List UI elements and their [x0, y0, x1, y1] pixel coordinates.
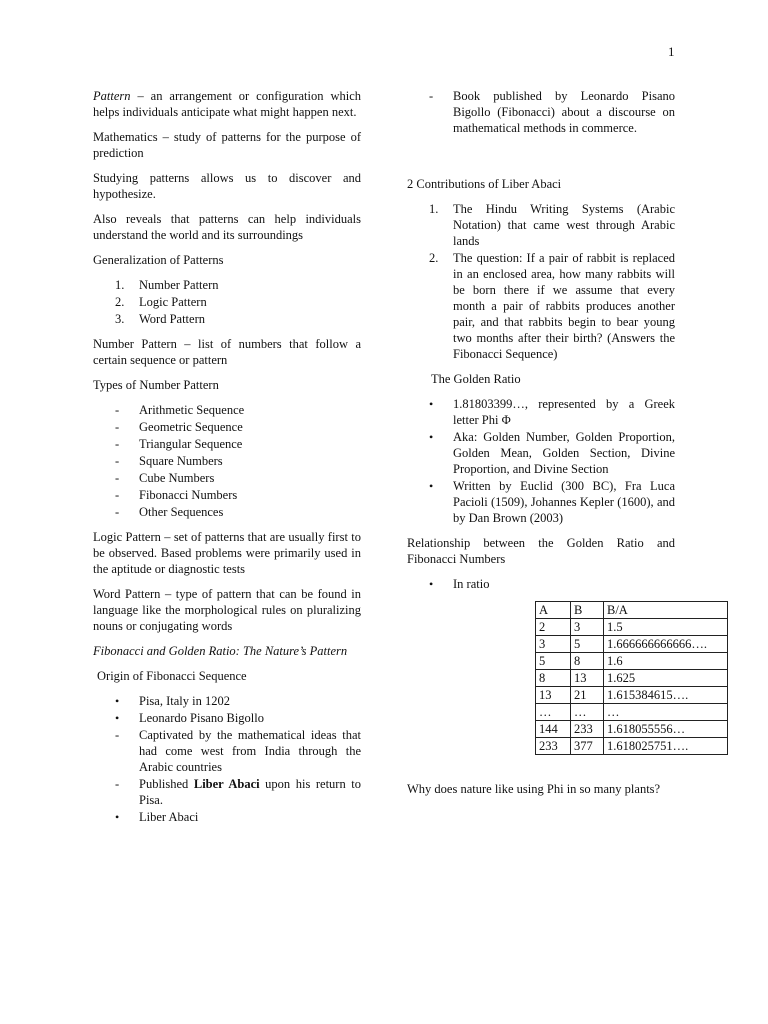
list-item: 1. Number Pattern: [115, 278, 219, 292]
ratio-table: [535, 601, 728, 755]
ratio-list: [407, 576, 675, 592]
list-item: - Book published by Leonardo Pisano Bigollo (Fibonacci) about a discourse on mathematical methods in commerce.: [429, 89, 675, 135]
liber-abaci-bold: Liber Abaci: [193, 777, 260, 791]
list-item: - Captivated by the mathematical ideas that had come west from India through the Arabic countries: [115, 728, 361, 774]
number-pattern-definition: Number Pattern – list of numbers that follow a certain sequence or pattern: [93, 337, 361, 367]
table-header-row: A B B/A: [536, 602, 728, 619]
mathematics-definition: Mathematics – study of patterns for the purpose of prediction: [93, 130, 361, 160]
pattern-definition-text: – an arrangement or configuration which helps individuals anticipate what might happen next.: [93, 89, 361, 119]
list-item: • 1.81803399…, represented by a Greek letter Phi Φ: [429, 397, 675, 427]
generalization-list: [93, 277, 361, 327]
types-heading: Types of Number Pattern: [93, 378, 219, 392]
contributions-list: [407, 201, 675, 362]
left-column: [93, 88, 361, 834]
list-item: • Aka: Golden Number, Golden Proportion, Golden Mean, Golden Section, Divine Proportion, and Divine Section: [429, 430, 675, 476]
page-number: 1: [668, 44, 675, 59]
pattern-term: Pattern: [93, 89, 131, 103]
right-column: [407, 88, 707, 806]
list-item: 1. The Hindu Writing Systems (Arabic Notation) that came west through Arabic lands: [429, 202, 675, 248]
table-row: 8 13 1.625: [536, 670, 728, 687]
list-item: - Geometric Sequence: [115, 420, 243, 434]
table-row: 144 233 1.618055556…: [536, 721, 728, 738]
logic-pattern-definition: Logic Pattern – set of patterns that are usually first to be observed. Based problems were primarily used in the aptitude or diagnostic tests: [93, 530, 361, 576]
table-row: 3 5 1.666666666666….: [536, 636, 728, 653]
types-list: [93, 402, 361, 520]
golden-ratio-heading: The Golden Ratio: [431, 372, 521, 386]
table-row: 233 377 1.618025751….: [536, 738, 728, 755]
list-item: • Pisa, Italy in 1202: [115, 694, 230, 708]
studying-patterns-text: Studying patterns allows us to discover and hypothesize.: [93, 171, 361, 201]
list-item: - Arithmetic Sequence: [115, 403, 245, 417]
list-item: • In ratio: [429, 577, 490, 591]
list-item: - Triangular Sequence: [115, 437, 243, 451]
origin-list: [93, 693, 361, 825]
origin-heading: Origin of Fibonacci Sequence: [97, 669, 247, 683]
list-item: - Published Liber Abaci upon his return to Pisa.: [115, 777, 361, 807]
list-item: 2. Logic Pattern: [115, 295, 207, 309]
list-item: • Leonardo Pisano Bigollo: [115, 711, 264, 725]
table-row: 13 21 1.615384615….: [536, 687, 728, 704]
list-item: - Square Numbers: [115, 454, 223, 468]
list-item: 2. The question: If a pair of rabbit is replaced in an enclosed area, how many rabbits will be born there if we assume that every month a pair of rabbits produces another pair, and that rabbits begin to bear young two months after their birth? (Answers the Fibonacci Sequence): [429, 251, 675, 361]
table-row: 2 3 1.5: [536, 619, 728, 636]
why-phi-text: Why does nature like using Phi in so many plants?: [407, 782, 661, 796]
golden-list: [407, 396, 675, 526]
table-row: 5 8 1.6: [536, 653, 728, 670]
list-item: • Written by Euclid (300 BC), Fra Luca Pacioli (1509), Johannes Kepler (1600), and by Dan Brown (2003): [429, 479, 675, 525]
pattern-definition: [93, 88, 361, 120]
list-item: - Fibonacci Numbers: [115, 488, 238, 502]
contributions-heading: 2 Contributions of Liber Abaci: [407, 177, 562, 191]
list-item: - Other Sequences: [115, 505, 224, 519]
list-item: - Cube Numbers: [115, 471, 215, 485]
table-row: … … …: [536, 704, 728, 721]
reveals-text: Also reveals that patterns can help individuals understand the world and its surroundings: [93, 212, 361, 242]
word-pattern-definition: Word Pattern – type of pattern that can be found in language like the morphological rules on pluralizing nouns or conjugating words: [93, 587, 361, 633]
list-item: 3. Word Pattern: [115, 312, 205, 326]
generalization-heading: Generalization of Patterns: [93, 253, 224, 267]
book-list: [407, 88, 675, 136]
list-item: • Liber Abaci: [115, 810, 199, 824]
fibonacci-golden-heading: Fibonacci and Golden Ratio: The Nature’s Pattern: [93, 644, 348, 658]
relationship-text: Relationship between the Golden Ratio and Fibonacci Numbers: [407, 536, 675, 566]
